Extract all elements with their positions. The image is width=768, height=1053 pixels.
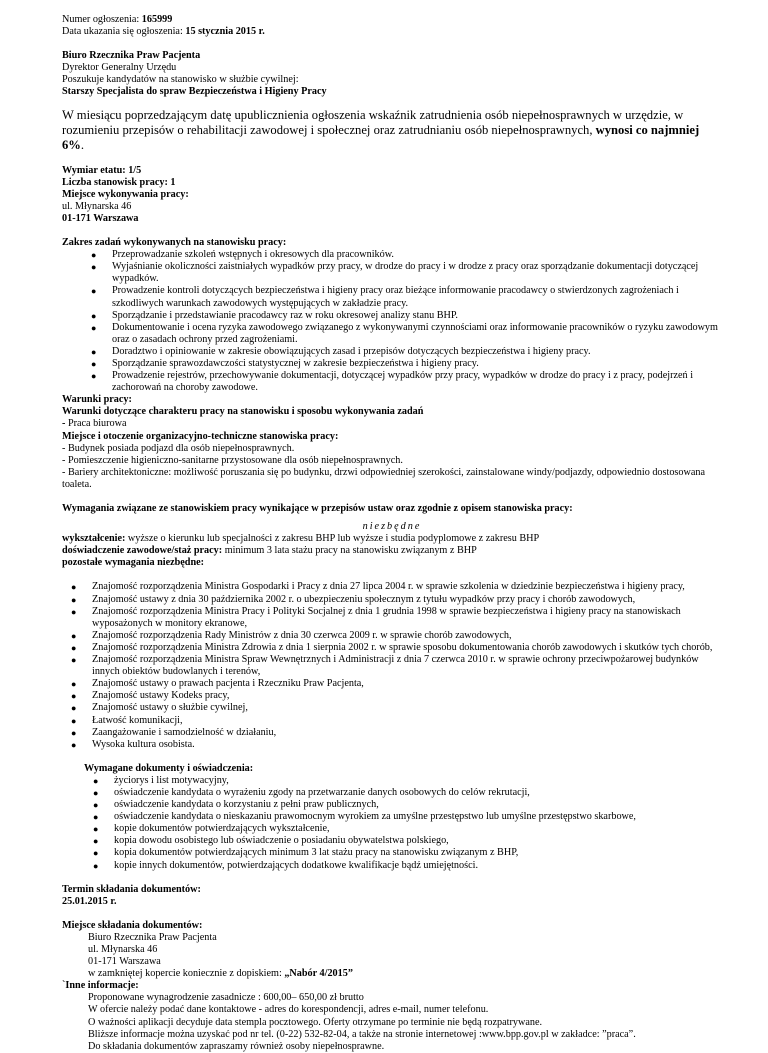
- bullet-icon: ●: [71, 679, 77, 690]
- conditions-environment: Miejsce i otoczenie organizacyjno-techniczne stanowiska pracy:: [62, 430, 339, 442]
- bullet-icon: ●: [91, 322, 97, 333]
- number-label: Numer ogłoszenia:: [62, 14, 142, 25]
- intro-paragraph: [62, 108, 722, 153]
- other-info-line: Do składania dokumentów zapraszamy również osoby niepełnosprawne.: [88, 1040, 385, 1052]
- list-item: ● Doradztwo i opiniowanie w zakresie obowiązujących zasad i przepisów dotyczących bezpieczeństwa i higieny pracy.: [91, 345, 591, 357]
- requirements-list: [62, 581, 722, 750]
- documents-list: [84, 775, 722, 872]
- place-street: ul. Młynarska 46: [88, 944, 158, 955]
- list-item: ● oświadczenie kandydata o korzystaniu z pełni praw publicznych,: [93, 799, 379, 811]
- conditions-line: - Pomieszczenie higieniczno-sanitarne przystosowane dla osób niepełnosprawnych.: [62, 454, 403, 466]
- bullet-icon: ●: [71, 630, 77, 641]
- announcement-number: [62, 14, 722, 26]
- bullet-icon: ●: [71, 727, 77, 738]
- intro-end: .: [80, 137, 85, 152]
- list-item: ● Znajomość ustawy o służbie cywilnej,: [71, 702, 248, 714]
- list-item: ● Prowadzenie kontroli dotyczących bezpieczeństwa i higieny pracy oraz bieżące informowanie pracodawcy o stwierdzonych zagrożeniach i szkodliwych warunkach zawodowych występujących w zakładzie pracy.: [91, 285, 679, 309]
- requirements-other: pozostałe wymagania niezbędne:: [62, 557, 205, 569]
- bullet-icon: ●: [93, 836, 99, 847]
- conditions-office: - Praca biurowa: [62, 418, 127, 430]
- list-item: ● Dokumentowanie i ocena ryzyka zawodowego związanego z wykonywanymi czynnościami oraz informowanie pracowników o ryzyku zawodowym oraz o zasadach ochrony przed zagrożeniami.: [91, 321, 718, 345]
- list-item: ● Znajomość rozporządzenia Rady Ministrów z dnia 30 czerwca 2009 r. w sprawie chorób zawodowych,: [71, 629, 512, 641]
- requirements-education: wykształcenie: wyższe o kierunku lub specjalności z zakresu BHP lub wyższe i studia podyplomowe z zakresu BHP: [62, 533, 540, 545]
- bullet-icon: ●: [93, 848, 99, 859]
- number-value: 165999: [141, 14, 173, 25]
- job-etat: Wymiar etatu: 1/5: [62, 164, 142, 176]
- intro-bold: wynosi co najmniej 6%: [62, 122, 700, 152]
- list-item: ● Znajomość rozporządzenia Ministra Spraw Wewnętrznych i Administracji z dnia 7 czerwca 2010 r. w sprawie ochrony przeciwpożarowej budynków innych obiektów budowlanych i terenów,: [71, 654, 699, 678]
- date-label: Data ukazania się ogłoszenia:: [62, 26, 186, 38]
- list-item: ● Znajomość rozporządzenia Ministra Zdrowia z dnia 1 sierpnia 2002 r. w sprawie sposobu dokumentowania chorób zawodowych i skutków tych chorób,: [71, 641, 713, 653]
- place-city: 01-171 Warszawa: [88, 956, 161, 968]
- job-street: ul. Młynarska 46: [62, 200, 132, 212]
- bullet-icon: ●: [91, 310, 97, 321]
- list-item: ● kopia dokumentów potwierdzających minimum 3 lat stażu pracy na stanowisku związanym z BHP,: [93, 847, 519, 859]
- publication-date: [62, 26, 722, 38]
- employer-seeking: Poszukuje kandydatów na stanowisko w służbie cywilnej:: [62, 74, 299, 86]
- requirements-heading: Wymagania związane ze stanowiskiem pracy wynikające w przepisów ustaw oraz zgodnie z opisem stanowiska pracy:: [62, 503, 573, 514]
- job-city: 01-171 Warszawa: [62, 212, 139, 224]
- bullet-icon: ●: [91, 262, 97, 273]
- bullet-icon: ●: [93, 787, 99, 798]
- list-item: ● Sporządzanie i przedstawianie pracodawcy raz w roku okresowej analizy stanu BHP.: [91, 309, 458, 321]
- bullet-icon: ●: [71, 655, 77, 666]
- conditions-line: - Budynek posiada podjazd dla osób niepełnosprawnych.: [62, 442, 295, 454]
- deadline-date: 25.01.2015 r.: [62, 895, 117, 907]
- bullet-icon: ●: [93, 824, 99, 835]
- conditions-character: Warunki dotyczące charakteru pracy na stanowisku i sposobu wykonywania zadań: [62, 406, 424, 418]
- list-item: ● Przeprowadzanie szkoleń wstępnych i okresowych dla pracowników.: [91, 249, 394, 261]
- place-note: w zamkniętej kopercie koniecznie z dopiskiem: „Nabór 4/2015”: [88, 968, 353, 980]
- announcement-page: [62, 14, 722, 1053]
- intro-text: W miesiącu poprzedzającym datę upublicznienia ogłoszenia wskaźnik zatrudnienia osób niepełnosprawnych w urzędzie, w rozumieniu przepisów o rehabilitacji zawodowej i społecznej oraz zatrudnianiu osób niepełnosprawnych,: [62, 107, 684, 137]
- list-item: ● Wysoka kultura osobista.: [71, 738, 195, 750]
- place-label: Miejsce składania dokumentów:: [62, 919, 203, 931]
- date-value: 15 stycznia 2015 r.: [185, 26, 265, 38]
- employer-name: Biuro Rzecznika Praw Pacjenta: [62, 50, 201, 62]
- bullet-icon: ●: [91, 371, 97, 382]
- list-item: ● Sporządzanie sprawozdawczości statystycznej w zakresie bezpieczeństwa i higieny pracy.: [91, 357, 479, 369]
- requirements-essential: niezbędne: [362, 521, 422, 533]
- bullet-icon: ●: [71, 691, 77, 702]
- bullet-icon: ●: [71, 594, 77, 605]
- duties-heading: Zakres zadań wykonywanych na stanowisku pracy:: [62, 237, 287, 249]
- place-name: Biuro Rzecznika Praw Pacjenta: [88, 931, 217, 943]
- bullet-icon: ●: [71, 642, 77, 653]
- bullet-icon: ●: [71, 739, 77, 750]
- list-item: ● Prowadzenie rejestrów, przechowywanie dokumentacji, dotyczącej wypadków przy pracy, wypadków w drodze do pracy i z pracy, podejrzeń i zachorowań na choroby zawodowe.: [91, 370, 694, 394]
- duties-list: [62, 249, 722, 394]
- other-info-line: O ważności aplikacji decyduje data stempla pocztowego. Oferty otrzymane po terminie nie będą rozpatrywane.: [88, 1016, 543, 1028]
- list-item: ● Wyjaśnianie okoliczności zaistniałych wypadków przy pracy, w drodze do pracy i w drodze z pracy oraz sporządzanie dokumentacji dotyczącej wypadków.: [91, 261, 699, 285]
- list-item: ● Znajomość rozporządzenia Ministra Pracy i Polityki Socjalnej z dnia 1 grudnia 1998 w sprawie bezpieczeństwa i higieny pracy na stanowiskach wyposażonych w monitory ekranowe,: [71, 605, 681, 629]
- bullet-icon: ●: [93, 800, 99, 811]
- list-item: ● kopia dowodu osobistego lub oświadczenie o posiadaniu obywatelstwa polskiego,: [93, 835, 449, 847]
- bullet-icon: ●: [91, 286, 97, 297]
- bullet-icon: ●: [93, 775, 99, 786]
- documents-heading: Wymagane dokumenty i oświadczenia:: [84, 762, 254, 774]
- list-item: ● Znajomość ustawy Kodeks pracy,: [71, 690, 230, 702]
- bullet-icon: ●: [93, 812, 99, 823]
- bullet-icon: ●: [71, 606, 77, 617]
- list-item: ● Znajomość ustawy z dnia 30 października 2002 r. o ubezpieczeniu społecznym z tytułu wypadków przy pracy i chorób zawodowych,: [71, 593, 636, 605]
- requirements-experience: doświadczenie zawodowe/staż pracy: minimum 3 lata stażu pracy na stanowisku związanym z BHP: [62, 545, 477, 557]
- bullet-icon: ●: [71, 715, 77, 726]
- list-item: ● Znajomość ustawy o prawach pacjenta i Rzeczniku Praw Pacjenta,: [71, 678, 364, 690]
- other-info-line: Bliższe informacje można uzyskać pod nr tel. (0-22) 532-82-04, a także na stronie internetowej :www.bpp.gov.pl w zakładce: ”praca”.: [88, 1028, 636, 1040]
- list-item: ● kopie innych dokumentów, potwierdzających dodatkowe kwalifikacje bądź umiejętności.: [93, 859, 478, 871]
- list-item: ● oświadczenie kandydata o wyrażeniu zgody na przetwarzanie danych osobowych do celów rekrutacji,: [93, 786, 530, 798]
- conditions-line: - Bariery architektoniczne: możliwość poruszania się po budynku, drzwi odpowiedniej szerokości, zainstalowane windy/podjazdy, odpowiednio dostosowana toaleta.: [62, 466, 705, 490]
- other-info-line: Proponowane wynagrodzenie zasadnicze : 600,00– 650,00 zł brutto: [88, 992, 364, 1004]
- list-item: ● życiorys i list motywacyjny,: [93, 774, 229, 786]
- list-item: ● Znajomość rozporządzenia Ministra Gospodarki i Pracy z dnia 27 lipca 2004 r. w sprawie szkolenia w dziedzinie bezpieczeństwa i higieny pracy,: [71, 581, 685, 593]
- job-count: Liczba stanowisk pracy: 1: [62, 176, 176, 188]
- list-item: ● oświadczenie kandydata o nieskazaniu prawomocnym wyrokiem za umyślne przestępstwo lub umyślne przestępstwo skarbowe,: [93, 811, 636, 823]
- position-title: Starszy Specjalista do spraw Bezpieczeństwa i Higieny Pracy: [62, 86, 327, 98]
- bullet-icon: ●: [91, 358, 97, 369]
- conditions-heading: Warunki pracy:: [62, 394, 132, 406]
- bullet-icon: ●: [71, 582, 77, 593]
- deadline-label: Termin składania dokumentów:: [62, 883, 201, 895]
- bullet-icon: ●: [91, 250, 97, 261]
- list-item: ● kopie dokumentów potwierdzających wykształcenie,: [93, 823, 330, 835]
- other-info-label: `Inne informacje:: [62, 980, 139, 992]
- list-item: ● Łatwość komunikacji,: [71, 714, 183, 726]
- other-info-line: W ofercie należy podać dane kontaktowe - adres do korespondencji, adres e-mail, numer telefonu.: [88, 1004, 489, 1016]
- bullet-icon: ●: [71, 703, 77, 714]
- employer-director: Dyrektor Generalny Urzędu: [62, 62, 177, 74]
- bullet-icon: ●: [93, 860, 99, 871]
- list-item: ● Zaangażowanie i samodzielność w działaniu,: [71, 726, 277, 738]
- bullet-icon: ●: [91, 346, 97, 357]
- job-place-label: Miejsce wykonywania pracy:: [62, 188, 189, 200]
